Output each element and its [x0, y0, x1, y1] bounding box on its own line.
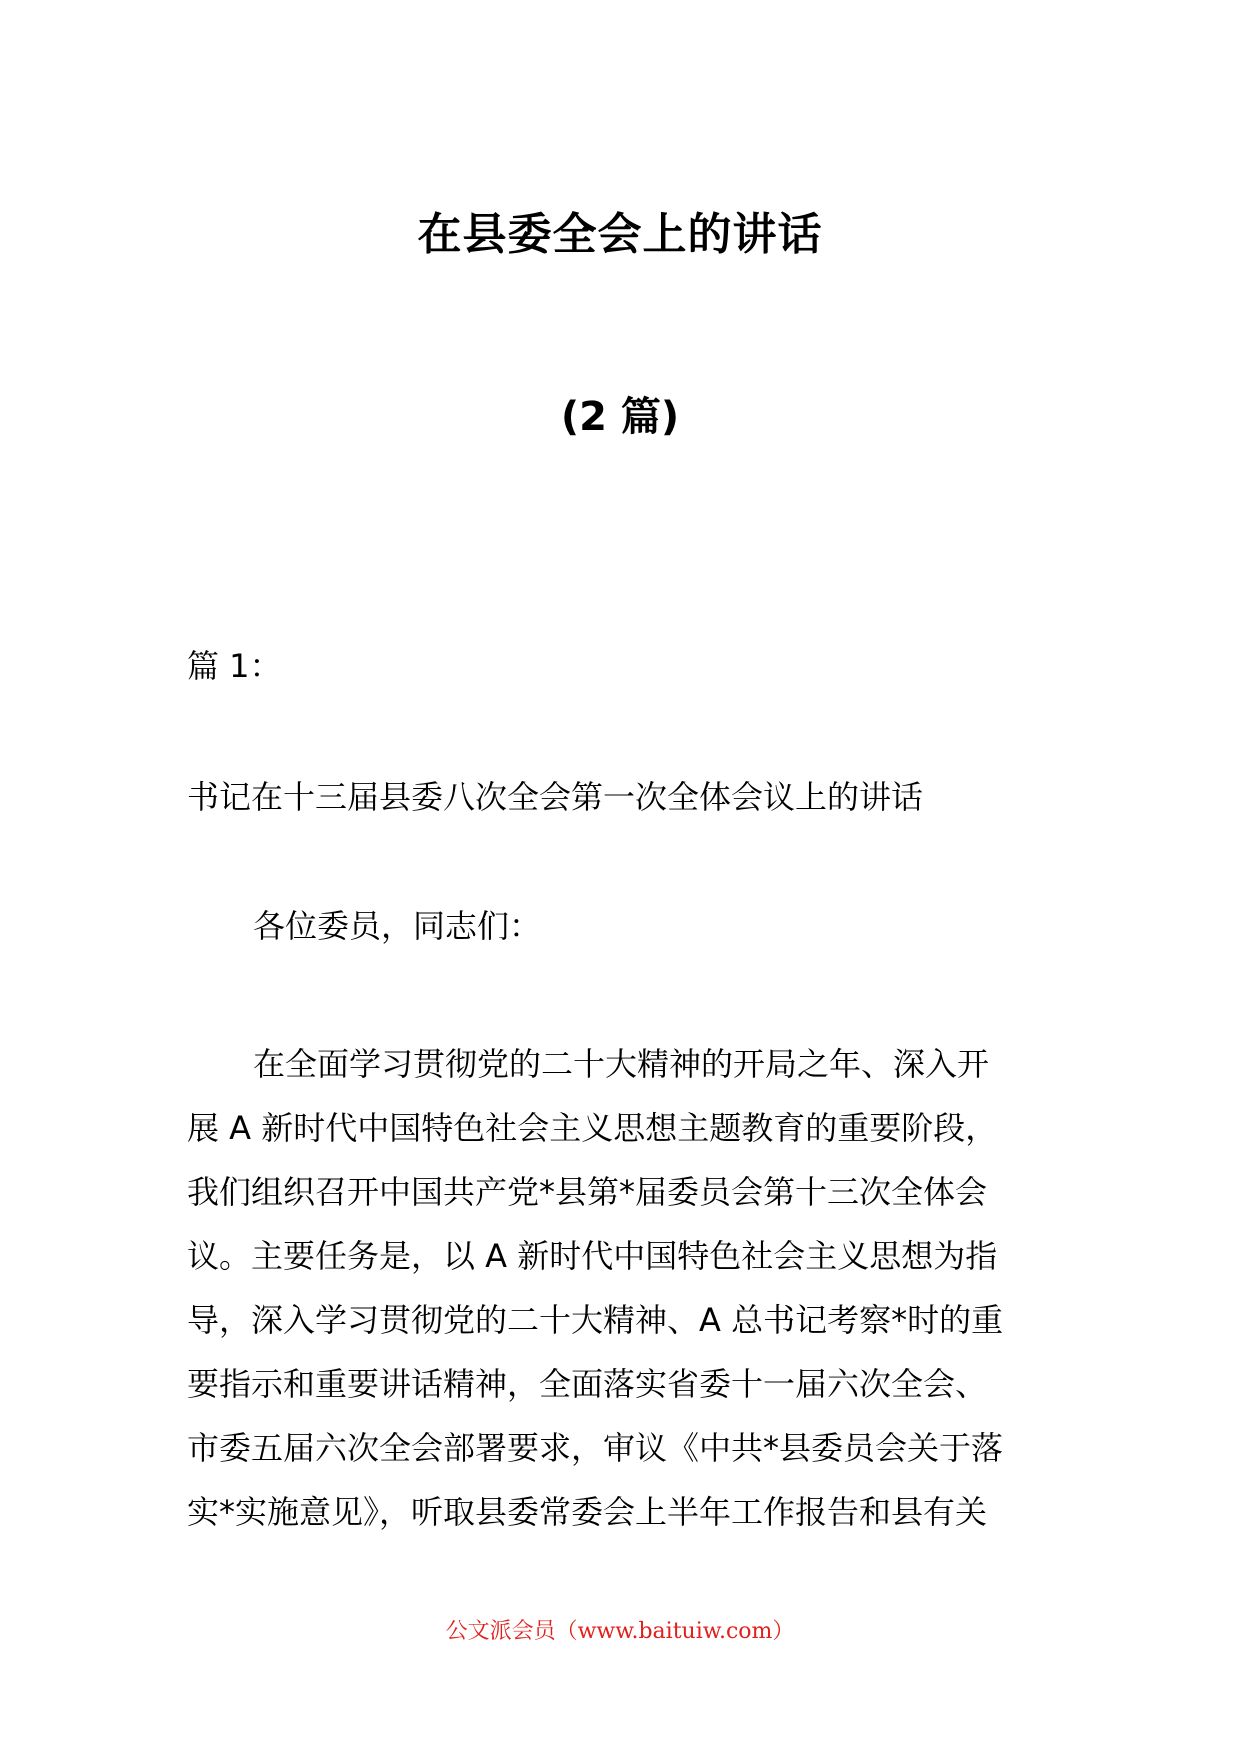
- document-subtitle: (2 篇): [560, 394, 680, 440]
- body-line: 展 A 新时代中国特色社会主义思想主题教育的重要阶段，: [187, 1109, 998, 1147]
- body-line: 导，深入学习贯彻党的二十大精神、A 总书记考察*时的重: [187, 1301, 1004, 1339]
- footer-watermark: 公文派会员（www.baituiw.com）: [445, 1619, 795, 1644]
- body-line: 我们组织召开中国共产党*县第*届委员会第十三次全体会: [187, 1173, 988, 1211]
- speech-heading: 书记在十三届县委八次全会第一次全体会议上的讲话: [187, 778, 924, 816]
- body-line: 在全面学习贯彻党的二十大精神的开局之年、深入开: [253, 1045, 990, 1083]
- body-line: 实*实施意见》，听取县委常委会上半年工作报告和县有关: [187, 1493, 988, 1531]
- body-paragraph: [187, 1032, 1067, 1544]
- document-title: 在县委全会上的讲话: [417, 209, 823, 260]
- body-line: 市委五届六次全会部署要求，审议《中共*县委员会关于落: [187, 1429, 1004, 1467]
- body-line: 议。主要任务是，以 A 新时代中国特色社会主义思想为指: [187, 1237, 998, 1275]
- section-label: 篇 1：: [187, 647, 282, 685]
- body-line: 要指示和重要讲话精神，全面落实省委十一届六次全会、: [187, 1365, 988, 1403]
- salutation: 各位委员，同志们：: [253, 907, 542, 945]
